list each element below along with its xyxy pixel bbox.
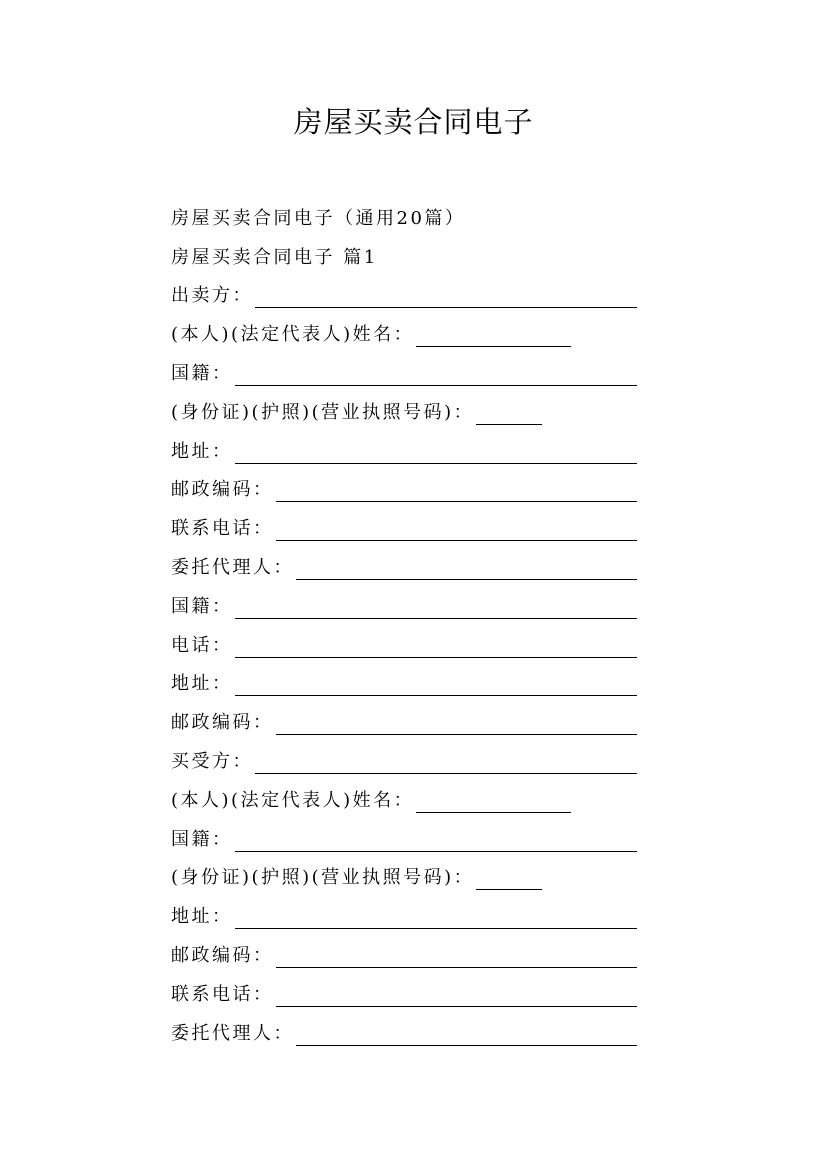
buyer-postcode-blank[interactable] bbox=[276, 966, 638, 968]
seller-address-blank[interactable] bbox=[235, 462, 638, 464]
seller-party-label: 出卖方： bbox=[171, 285, 253, 307]
buyer-name-blank[interactable] bbox=[416, 811, 571, 813]
buyer-agent-blank[interactable] bbox=[296, 1044, 637, 1046]
buyer-nationality-line bbox=[171, 815, 637, 854]
buyer-name-label: (本人)(法定代表人)姓名： bbox=[171, 789, 415, 811]
section-heading: 房屋买卖合同电子 篇1 bbox=[171, 246, 378, 268]
seller-agent-line bbox=[171, 543, 637, 582]
buyer-nationality-label: 国籍： bbox=[171, 828, 233, 850]
contract-body bbox=[171, 194, 637, 1048]
seller-phone-label: 联系电话： bbox=[171, 518, 274, 540]
seller-agent-phone-label: 电话： bbox=[171, 634, 233, 656]
buyer-agent-label: 委托代理人： bbox=[171, 1022, 294, 1044]
seller-nationality-label: 国籍： bbox=[171, 362, 233, 384]
seller-agent-address-blank[interactable] bbox=[235, 694, 638, 696]
seller-agent-phone-line bbox=[171, 621, 637, 660]
buyer-id-label: (身份证)(护照)(营业执照号码)： bbox=[171, 867, 475, 889]
seller-id-line bbox=[171, 388, 637, 427]
seller-postcode-label: 邮政编码： bbox=[171, 479, 274, 501]
seller-id-blank[interactable] bbox=[476, 423, 542, 425]
seller-party-blank[interactable] bbox=[255, 306, 637, 308]
buyer-party-line bbox=[171, 737, 637, 776]
seller-agent-address-line bbox=[171, 660, 637, 699]
seller-name-line bbox=[171, 310, 637, 349]
buyer-phone-label: 联系电话： bbox=[171, 983, 274, 1005]
buyer-address-line bbox=[171, 892, 637, 931]
section-heading-line bbox=[171, 233, 637, 272]
subtitle-line bbox=[171, 194, 637, 233]
seller-name-label: (本人)(法定代表人)姓名： bbox=[171, 324, 415, 346]
buyer-party-label: 买受方： bbox=[171, 750, 253, 772]
seller-agent-label: 委托代理人： bbox=[171, 556, 294, 578]
seller-agent-blank[interactable] bbox=[296, 578, 637, 580]
seller-agent-nationality-line bbox=[171, 582, 637, 621]
seller-agent-address-label: 地址： bbox=[171, 673, 233, 695]
buyer-id-line bbox=[171, 854, 637, 893]
seller-phone-line bbox=[171, 504, 637, 543]
buyer-id-blank[interactable] bbox=[476, 888, 542, 890]
seller-id-label: (身份证)(护照)(营业执照号码)： bbox=[171, 401, 475, 423]
seller-agent-postcode-line bbox=[171, 698, 637, 737]
buyer-postcode-label: 邮政编码： bbox=[171, 944, 274, 966]
seller-party-line bbox=[171, 272, 637, 311]
document-title: 房屋买卖合同电子 bbox=[293, 105, 534, 139]
buyer-party-blank[interactable] bbox=[255, 772, 637, 774]
seller-agent-postcode-blank[interactable] bbox=[276, 733, 638, 735]
buyer-agent-line bbox=[171, 1009, 637, 1048]
seller-phone-blank[interactable] bbox=[276, 539, 638, 541]
subtitle: 房屋买卖合同电子（通用20篇） bbox=[171, 207, 466, 229]
seller-postcode-blank[interactable] bbox=[276, 500, 638, 502]
buyer-postcode-line bbox=[171, 931, 637, 970]
seller-nationality-line bbox=[171, 349, 637, 388]
buyer-address-blank[interactable] bbox=[235, 927, 638, 929]
buyer-phone-line bbox=[171, 970, 637, 1009]
seller-address-label: 地址： bbox=[171, 440, 233, 462]
buyer-name-line bbox=[171, 776, 637, 815]
buyer-nationality-blank[interactable] bbox=[235, 850, 638, 852]
seller-nationality-blank[interactable] bbox=[235, 384, 638, 386]
buyer-address-label: 地址： bbox=[171, 906, 233, 928]
seller-agent-nationality-label: 国籍： bbox=[171, 595, 233, 617]
seller-agent-nationality-blank[interactable] bbox=[235, 617, 638, 619]
seller-name-blank[interactable] bbox=[416, 345, 571, 347]
seller-agent-phone-blank[interactable] bbox=[235, 656, 638, 658]
seller-address-line bbox=[171, 427, 637, 466]
seller-postcode-line bbox=[171, 466, 637, 505]
seller-agent-postcode-label: 邮政编码： bbox=[171, 712, 274, 734]
buyer-phone-blank[interactable] bbox=[276, 1005, 638, 1007]
